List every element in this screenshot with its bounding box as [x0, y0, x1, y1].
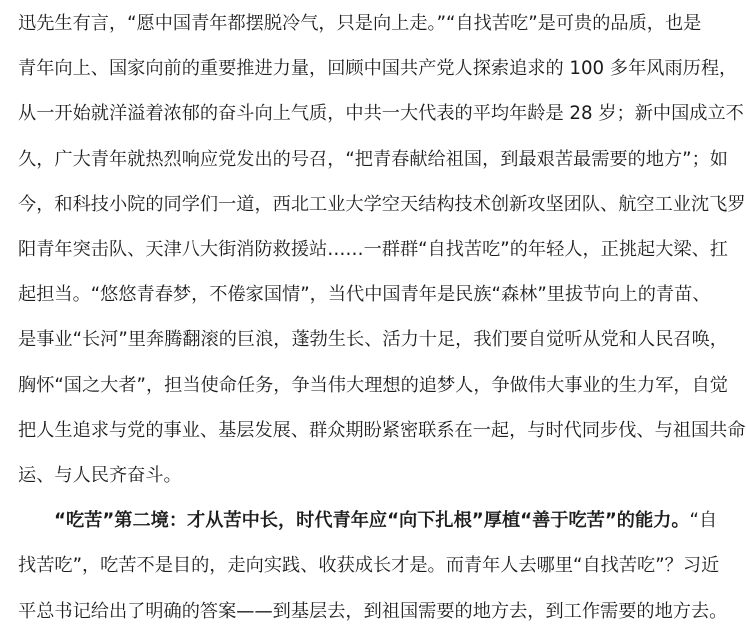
- text-line: 今，和科技小院的同学们一道，西北工业大学空天结构技术创新攻坚团队、航空工业沈飞罗: [18, 194, 746, 215]
- text-line: 迅先生有言，“愿中国青年都摆脱冷气，只是向上走。”“自找苦吃”是可贵的品质，也是: [18, 13, 702, 34]
- text-line: 阳青年突击队、天津八大街消防救援站……一群群“自找苦吃”的年轻人，正挑起大梁、扛: [18, 239, 728, 260]
- text-line: 胸怀“国之大者”，担当使命任务，争当伟大理想的追梦人，争做伟大事业的生力军，自觉: [18, 375, 728, 396]
- text-line: 把人生追求与党的事业、基层发展、群众期盼紧密联系在一起，与时代同步伐、与祖国共命: [18, 420, 746, 441]
- text-line: 青年向上、国家向前的重要推进力量，回顾中国共产党人探索追求的 100 多年风雨历程，: [18, 58, 738, 79]
- text-line: 是事业“长河”里奔腾翻滚的巨浪，蓬勃生长、活力十足，我们要自觉听从党和人民召唤，: [18, 329, 728, 350]
- text-line: 平总书记给出了明确的答案——到基层去，到祖国需要的地方去，到工作需要的地方去。: [18, 601, 728, 622]
- text-line: 找苦吃”，吃苦不是目的，走向实践、收获成长才是。而青年人去哪里“自找苦吃”？习近: [18, 555, 720, 576]
- paragraph-2-first-line: [18, 510, 718, 531]
- text-line-last: 运、与人民齐奋斗。: [18, 465, 182, 486]
- heading-tail-text: “自: [689, 510, 718, 531]
- text-line: 起担当。“悠悠青春梦，不倦家国情”，当代中国青年是民族“森林”里拔节向上的青苗、: [18, 284, 711, 305]
- section-heading: “吃苦”第二境：才从苦中长，时代青年应“向下扎根”厚植“善于吃苦”的能力。: [54, 510, 690, 531]
- text-line: 久，广大青年就热烈响应党发出的号召，“把青春献给祖国，到最艰苦最需要的地方”；如: [18, 149, 728, 170]
- text-line: 从一开始就洋溢着浓郁的奋斗向上气质，中共一大代表的平均年龄是 28 岁；新中国成立不: [18, 103, 744, 124]
